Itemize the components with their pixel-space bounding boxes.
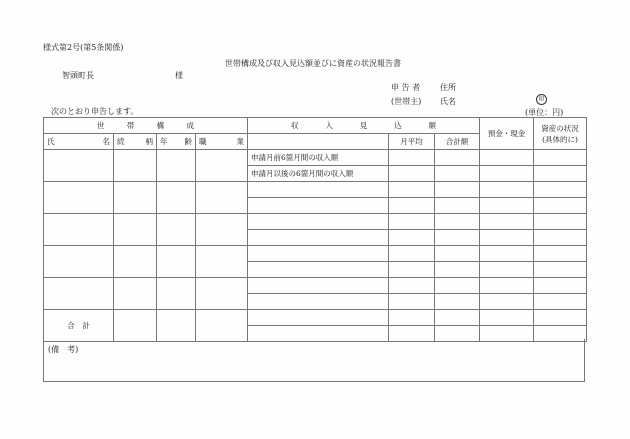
table-row <box>44 150 587 166</box>
income-label-cell <box>248 246 389 262</box>
total-cell[interactable] <box>435 230 480 246</box>
total-cell[interactable] <box>435 294 480 310</box>
income-label-cell <box>248 182 389 198</box>
income-label-cell <box>248 230 389 246</box>
deposit-cell[interactable] <box>480 166 534 182</box>
total-cell[interactable] <box>435 198 480 214</box>
job-header: 職 業 <box>196 134 248 150</box>
assets-cell[interactable] <box>534 150 587 166</box>
income-period-label: 申請月前6箇月間の収入額 <box>248 150 389 166</box>
deposit-cell[interactable] <box>480 310 534 326</box>
remarks-label: (備 考) <box>48 345 79 354</box>
table-row <box>44 310 587 326</box>
monthly-cell[interactable] <box>389 262 435 278</box>
relation-cell[interactable] <box>114 150 157 182</box>
name-cell[interactable] <box>44 150 114 182</box>
report-table <box>43 117 587 342</box>
table-row <box>44 182 587 198</box>
job-cell[interactable] <box>196 182 248 214</box>
age-cell[interactable] <box>157 246 196 278</box>
monthly-cell[interactable] <box>389 182 435 198</box>
job-cell[interactable] <box>196 278 248 310</box>
relation-cell[interactable] <box>114 182 157 214</box>
assets-cell[interactable] <box>534 278 587 294</box>
total-cell[interactable] <box>435 246 480 262</box>
total-cell[interactable] <box>435 182 480 198</box>
monthly-cell[interactable] <box>389 198 435 214</box>
honorific: 様 <box>175 71 183 80</box>
age-cell[interactable] <box>157 278 196 310</box>
total-cell[interactable] <box>435 214 480 230</box>
relation-header: 続 柄 <box>114 134 157 150</box>
monthly-header: 月平均 <box>389 134 435 150</box>
remarks-box[interactable] <box>43 339 585 382</box>
total-cell[interactable] <box>435 262 480 278</box>
deposit-cell[interactable] <box>480 198 534 214</box>
relation-cell[interactable] <box>114 278 157 310</box>
addressee: 智頭町長 <box>62 71 94 80</box>
assets-header: 資産の状況 (具体的に) <box>534 118 587 150</box>
income-label-cell <box>248 214 389 230</box>
age-cell[interactable] <box>157 310 196 342</box>
household-header: 世 帯 構 成 <box>44 118 248 134</box>
assets-cell[interactable] <box>534 166 587 182</box>
deposit-cell[interactable] <box>480 182 534 198</box>
monthly-cell[interactable] <box>389 246 435 262</box>
income-label-cell <box>248 278 389 294</box>
deposit-cell[interactable] <box>480 246 534 262</box>
income-header: 収 入 見 込 額 <box>248 118 480 134</box>
deposit-cell[interactable] <box>480 214 534 230</box>
income-label-cell <box>248 262 389 278</box>
income-label-cell <box>248 294 389 310</box>
assets-cell[interactable] <box>534 262 587 278</box>
income-label-cell <box>248 310 389 326</box>
intro-text: 次のとおり申告します。 <box>51 107 139 116</box>
job-cell[interactable] <box>196 310 248 342</box>
job-cell[interactable] <box>196 214 248 246</box>
householder-label: (世帯主) <box>391 97 422 106</box>
income-label-cell <box>248 198 389 214</box>
monthly-cell[interactable] <box>389 150 435 166</box>
table-row <box>44 278 587 294</box>
monthly-cell[interactable] <box>389 214 435 230</box>
total-cell[interactable] <box>435 310 480 326</box>
age-cell[interactable] <box>157 182 196 214</box>
deposit-cell[interactable] <box>480 262 534 278</box>
job-cell[interactable] <box>196 150 248 182</box>
name-label: 氏名 <box>440 97 456 106</box>
name-cell[interactable] <box>44 278 114 310</box>
assets-cell[interactable] <box>534 214 587 230</box>
total-label: 合 計 <box>44 310 114 342</box>
name-cell[interactable] <box>44 214 114 246</box>
document-title: 世帯構成及び収入見込額並びに資産の状況報告書 <box>225 59 401 68</box>
monthly-cell[interactable] <box>389 166 435 182</box>
relation-cell[interactable] <box>114 246 157 278</box>
age-header: 年 齢 <box>157 134 196 150</box>
assets-cell[interactable] <box>534 310 587 326</box>
total-header: 合計額 <box>435 134 480 150</box>
relation-cell[interactable] <box>114 310 157 342</box>
deposit-header: 預金・現金 <box>480 118 534 150</box>
job-cell[interactable] <box>196 246 248 278</box>
table-row <box>44 246 587 262</box>
assets-cell[interactable] <box>534 198 587 214</box>
assets-cell[interactable] <box>534 294 587 310</box>
name-header: 氏 名 <box>44 134 114 150</box>
address-label: 住所 <box>440 83 456 92</box>
declarant-label: 申 告 者 <box>391 83 421 92</box>
name-cell[interactable] <box>44 182 114 214</box>
total-cell[interactable] <box>435 150 480 166</box>
monthly-cell[interactable] <box>389 230 435 246</box>
total-cell[interactable] <box>435 166 480 182</box>
name-cell[interactable] <box>44 246 114 278</box>
age-cell[interactable] <box>157 150 196 182</box>
assets-cell[interactable] <box>534 230 587 246</box>
deposit-cell[interactable] <box>480 150 534 166</box>
deposit-cell[interactable] <box>480 294 534 310</box>
deposit-cell[interactable] <box>480 278 534 294</box>
seal-mark: 印 <box>536 94 547 105</box>
income-period-label: 申請月以後の6箇月間の収入額 <box>248 166 389 182</box>
total-cell[interactable] <box>435 278 480 294</box>
unit-label: (単位：円) <box>525 108 564 117</box>
assets-cell[interactable] <box>534 246 587 262</box>
relation-cell[interactable] <box>114 214 157 246</box>
deposit-cell[interactable] <box>480 230 534 246</box>
assets-cell[interactable] <box>534 182 587 198</box>
monthly-cell[interactable] <box>389 310 435 326</box>
monthly-cell[interactable] <box>389 294 435 310</box>
form-number: 様式第2号(第5条関係) <box>43 43 124 52</box>
age-cell[interactable] <box>157 214 196 246</box>
table-row <box>44 214 587 230</box>
monthly-cell[interactable] <box>389 278 435 294</box>
